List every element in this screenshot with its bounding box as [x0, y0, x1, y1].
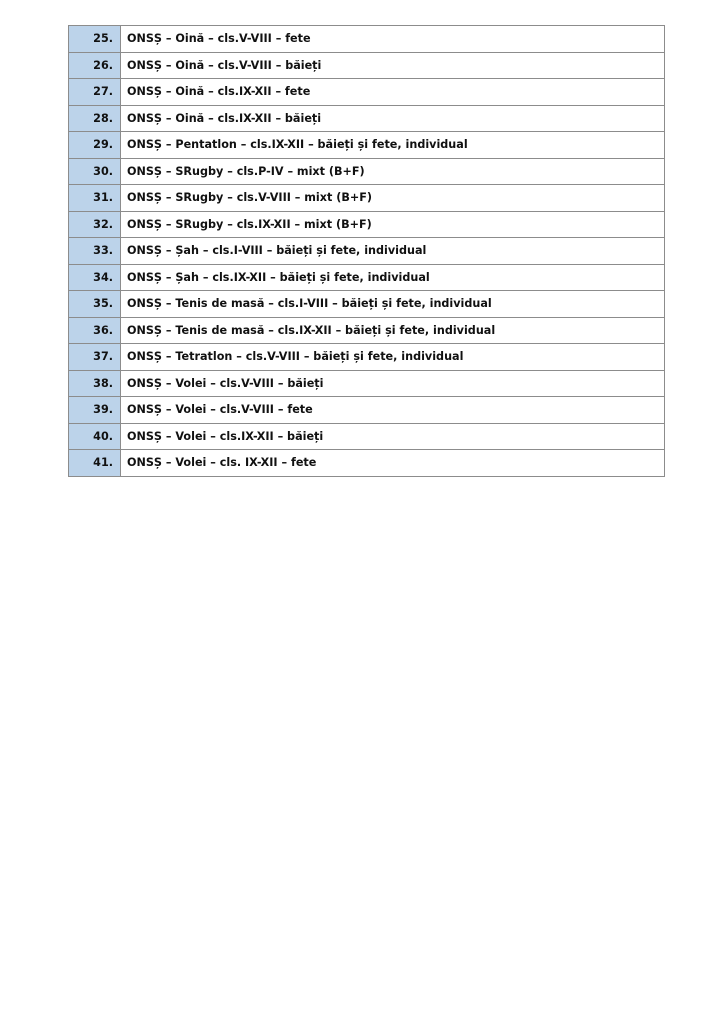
table-row [69, 370, 665, 397]
table-row [69, 26, 665, 53]
table-row [69, 105, 665, 132]
event-name-cell: ONSȘ – Oină – cls.V-VIII – fete [121, 26, 665, 53]
table-row [69, 344, 665, 371]
row-number-cell: 25. [69, 26, 121, 53]
row-number-cell: 26. [69, 52, 121, 79]
table-row [69, 264, 665, 291]
event-name-cell: ONSȘ – Tetratlon – cls.V-VIII – băieți și fete, individual [121, 344, 665, 371]
row-number-cell: 28. [69, 105, 121, 132]
row-number-cell: 27. [69, 79, 121, 106]
table-row [69, 238, 665, 265]
row-number-cell: 31. [69, 185, 121, 212]
table-row [69, 79, 665, 106]
row-number-cell: 35. [69, 291, 121, 318]
table-row [69, 158, 665, 185]
event-name-cell: ONSȘ – Volei – cls.IX-XII – băieți [121, 423, 665, 450]
row-number-cell: 36. [69, 317, 121, 344]
competition-table-body [69, 26, 665, 477]
competition-table [68, 25, 665, 477]
row-number-cell: 41. [69, 450, 121, 477]
event-name-cell: ONSȘ – Șah – cls.I-VIII – băieți și fete, individual [121, 238, 665, 265]
event-name-cell: ONSȘ – SRugby – cls.IX-XII – mixt (B+F) [121, 211, 665, 238]
row-number-cell: 38. [69, 370, 121, 397]
row-number-cell: 37. [69, 344, 121, 371]
event-name-cell: ONSȘ – Pentatlon – cls.IX-XII – băieți și fete, individual [121, 132, 665, 159]
table-row [69, 132, 665, 159]
row-number-cell: 32. [69, 211, 121, 238]
table-row [69, 450, 665, 477]
event-name-cell: ONSȘ – Tenis de masă – cls.I-VIII – băieți și fete, individual [121, 291, 665, 318]
row-number-cell: 40. [69, 423, 121, 450]
table-row [69, 185, 665, 212]
table-row [69, 52, 665, 79]
event-name-cell: ONSȘ – Volei – cls. IX-XII – fete [121, 450, 665, 477]
event-name-cell: ONSȘ – Volei – cls.V-VIII – băieți [121, 370, 665, 397]
table-row [69, 423, 665, 450]
row-number-cell: 39. [69, 397, 121, 424]
table-row [69, 291, 665, 318]
event-name-cell: ONSȘ – Tenis de masă – cls.IX-XII – băieți și fete, individual [121, 317, 665, 344]
row-number-cell: 30. [69, 158, 121, 185]
event-name-cell: ONSȘ – SRugby – cls.P-IV – mixt (B+F) [121, 158, 665, 185]
event-name-cell: ONSȘ – Volei – cls.V-VIII – fete [121, 397, 665, 424]
table-row [69, 317, 665, 344]
row-number-cell: 29. [69, 132, 121, 159]
event-name-cell: ONSȘ – Oină – cls.IX-XII – băieți [121, 105, 665, 132]
row-number-cell: 34. [69, 264, 121, 291]
table-row [69, 211, 665, 238]
event-name-cell: ONSȘ – Șah – cls.IX-XII – băieți și fete, individual [121, 264, 665, 291]
table-row [69, 397, 665, 424]
row-number-cell: 33. [69, 238, 121, 265]
event-name-cell: ONSȘ – SRugby – cls.V-VIII – mixt (B+F) [121, 185, 665, 212]
event-name-cell: ONSȘ – Oină – cls.IX-XII – fete [121, 79, 665, 106]
event-name-cell: ONSȘ – Oină – cls.V-VIII – băieți [121, 52, 665, 79]
